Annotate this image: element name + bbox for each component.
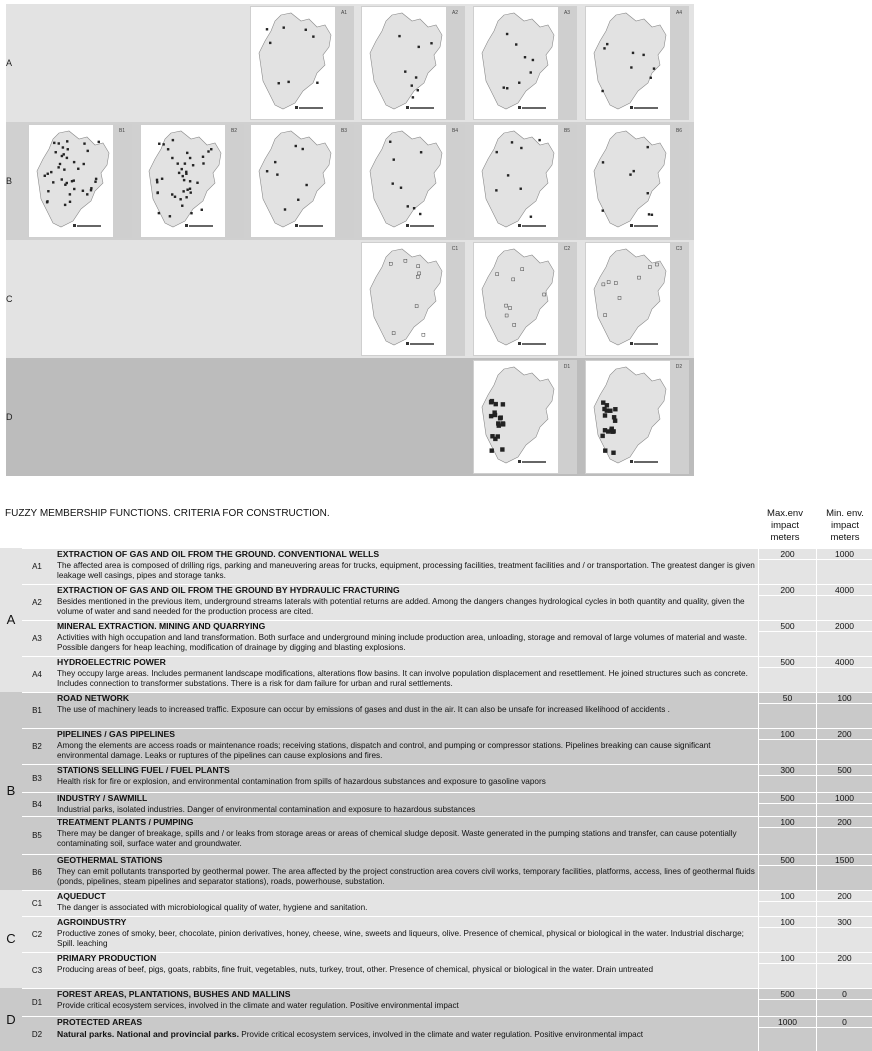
- row-description: [57, 817, 757, 850]
- row-title: GEOTHERMAL STATIONS: [57, 855, 163, 865]
- min-impact-cell: [816, 989, 872, 1016]
- max-impact-cell: [758, 953, 816, 988]
- row-description: [57, 765, 757, 787]
- tile-label-strip: [113, 125, 131, 237]
- table-row: [22, 854, 872, 890]
- group-letter: B: [6, 783, 16, 798]
- max-impact-value: 200: [759, 549, 816, 560]
- max-impact-cell: [758, 891, 816, 916]
- row-description: [57, 549, 757, 582]
- row-description: [57, 585, 757, 618]
- tile-label-strip: [446, 243, 464, 355]
- map-tile: [361, 242, 465, 356]
- max-impact-value: 500: [759, 621, 816, 632]
- table-row: [22, 890, 872, 916]
- max-impact-value: 500: [759, 657, 816, 668]
- max-impact-cell: [758, 817, 816, 854]
- row-code: A4: [32, 670, 42, 679]
- min-impact-value: 200: [817, 817, 872, 828]
- map-tile: [585, 242, 689, 356]
- tile-label-strip: [335, 125, 353, 237]
- min-impact-value: 200: [817, 953, 872, 964]
- max-impact-cell: [758, 729, 816, 764]
- tile-code-label: C1: [451, 246, 459, 252]
- table-row: [22, 1016, 872, 1051]
- province-map-icon: [141, 125, 227, 239]
- group-letter: D: [6, 1011, 16, 1027]
- min-impact-cell: [816, 693, 872, 728]
- map-tile: [585, 124, 689, 238]
- row-title: FOREST AREAS, PLANTATIONS, BUSHES AND MALLINS: [57, 989, 291, 999]
- row-title: AGROINDUSTRY: [57, 917, 127, 927]
- tile-code-label: B6: [675, 128, 683, 134]
- max-impact-value: 50: [759, 693, 816, 704]
- province-map-icon: [251, 125, 337, 239]
- tile-code-label: A1: [340, 10, 348, 16]
- min-impact-value: 100: [817, 693, 872, 704]
- province-map-icon: [474, 7, 560, 121]
- tile-code-label: A3: [563, 10, 571, 16]
- row-description: [57, 1017, 757, 1040]
- min-impact-value: 1500: [817, 855, 872, 866]
- tile-label-strip: [558, 125, 576, 237]
- map-tile: [140, 124, 244, 238]
- tile-label-strip: [670, 7, 688, 119]
- min-impact-cell: [816, 817, 872, 854]
- min-impact-value: 4000: [817, 585, 872, 596]
- row-text: They can emit pollutants transported by geothermal power. The area affected by the project construction area covers civil works, temporary facilities, platforms, access, lines of geothermal fluids (ponds, pipelines, steam pipelines and separator stations), roads, powerhouse, substation.: [57, 866, 755, 886]
- row-code: D1: [31, 998, 43, 1007]
- row-description: [57, 855, 757, 888]
- min-impact-cell: [816, 917, 872, 952]
- table-row: [22, 792, 872, 816]
- map-tile: [250, 124, 354, 238]
- row-title: STATIONS SELLING FUEL / FUEL PLANTS: [57, 765, 230, 775]
- row-text: Besides mentioned in the previous item, underground streams laterals with potential returns are added. Among the dangers changes hydrological cycles in both quantity and quality, given the volume of water and sand needed for the production process are cited.: [57, 596, 745, 616]
- row-code: A3: [32, 634, 42, 643]
- province-map-icon: [362, 7, 448, 121]
- column-header-max-impact: Max.env impact meters: [767, 508, 803, 543]
- table-title: FUZZY MEMBERSHIP FUNCTIONS. CRITERIA FOR CONSTRUCTION.: [5, 508, 330, 519]
- map-tile: [28, 124, 132, 238]
- max-impact-value: 500: [759, 793, 816, 804]
- row-description: [57, 953, 757, 975]
- province-map-icon: [474, 243, 560, 357]
- table-row: [22, 548, 872, 584]
- max-impact-cell: [758, 917, 816, 952]
- max-impact-cell: [758, 549, 816, 584]
- row-code: A1: [32, 562, 42, 571]
- max-impact-value: 300: [759, 765, 816, 776]
- tile-code-label: C3: [675, 246, 683, 252]
- row-code: C2: [31, 930, 43, 939]
- matrix-row-letter: A: [6, 58, 13, 68]
- max-impact-value: 500: [759, 989, 816, 1000]
- min-impact-value: 1000: [817, 793, 872, 804]
- row-text: Provide critical ecosystem services, involved in the climate and water regulation. Positive environmental impact: [57, 1000, 459, 1010]
- province-map-icon: [474, 361, 560, 475]
- table-row: [22, 952, 872, 988]
- tile-code-label: C2: [563, 246, 571, 252]
- max-impact-value: 100: [759, 953, 816, 964]
- row-title: ROAD NETWORK: [57, 693, 130, 703]
- map-tile: [585, 6, 689, 120]
- table-row: [22, 916, 872, 952]
- row-text: Industrial parks, isolated industries. Danger of environmental contamination and exposure to hazardous substances: [57, 804, 476, 814]
- province-map-icon: [474, 125, 560, 239]
- max-impact-cell: [758, 855, 816, 890]
- min-impact-value: 0: [817, 1017, 872, 1028]
- tile-label-strip: [558, 361, 576, 473]
- max-impact-cell: [758, 657, 816, 692]
- map-tile: [473, 124, 577, 238]
- min-impact-value: 300: [817, 917, 872, 928]
- column-header-min-impact: Min. env. impact meters: [826, 508, 864, 543]
- row-title: PRIMARY PRODUCTION: [57, 953, 157, 963]
- row-title: AQUEDUCT: [57, 891, 106, 901]
- map-tile: [473, 6, 577, 120]
- max-impact-value: 100: [759, 817, 816, 828]
- row-title: EXTRACTION OF GAS AND OIL FROM THE GROUND. CONVENTIONAL WELLS: [57, 549, 380, 559]
- row-title: INDUSTRY / SAWMILL: [57, 793, 148, 803]
- table-row: [22, 764, 872, 792]
- table-row: [22, 728, 872, 764]
- min-impact-value: 2000: [817, 621, 872, 632]
- province-map-icon: [362, 125, 448, 239]
- tile-label-strip: [670, 243, 688, 355]
- min-impact-cell: [816, 765, 872, 792]
- min-impact-cell: [816, 657, 872, 692]
- row-code: B6: [32, 868, 42, 877]
- province-map-icon: [586, 7, 672, 121]
- tile-label-strip: [558, 243, 576, 355]
- min-impact-cell: [816, 585, 872, 620]
- group-letter: C: [6, 931, 16, 946]
- max-impact-value: 100: [759, 891, 816, 902]
- row-code: B1: [32, 706, 42, 715]
- row-text: Health risk for fire or explosion, and environmental contamination from spills of hazardous substances and exposure to gasoline vapors: [57, 776, 546, 786]
- row-text: Activities with high occupation and land transformation. Both surface and underground mining include production area, unloading, storage and removal of large volumes of material and waste. Possible dangers for heap leaching, modification of drainage by digging and blasting explosions.: [57, 632, 747, 652]
- tile-code-label: A2: [451, 10, 459, 16]
- tile-label-strip: [558, 7, 576, 119]
- tile-code-label: B4: [451, 128, 459, 134]
- row-description: [57, 891, 757, 913]
- row-description: [57, 657, 757, 690]
- matrix-row-letter: B: [6, 176, 13, 186]
- row-code: B4: [32, 800, 42, 809]
- province-map-icon: [362, 243, 448, 357]
- tile-code-label: A4: [675, 10, 683, 16]
- min-impact-value: 1000: [817, 549, 872, 560]
- map-tile: [361, 6, 465, 120]
- min-impact-cell: [816, 953, 872, 988]
- map-tile: [250, 6, 354, 120]
- max-impact-cell: [758, 793, 816, 816]
- min-impact-value: 0: [817, 989, 872, 1000]
- max-impact-cell: [758, 1017, 816, 1051]
- min-impact-cell: [816, 855, 872, 890]
- min-impact-value: 200: [817, 729, 872, 740]
- min-impact-cell: [816, 1017, 872, 1051]
- row-text: Producing areas of beef, pigs, goats, rabbits, fine fruit, vegetables, nuts, turkey, trout, other. Presence of chemical, physical or biological in the water. Drain untreated: [57, 964, 654, 974]
- map-tile: [585, 360, 689, 474]
- province-map-icon: [586, 125, 672, 239]
- table-row: [22, 584, 872, 620]
- tile-label-strip: [446, 7, 464, 119]
- min-impact-cell: [816, 621, 872, 656]
- map-tile: [361, 124, 465, 238]
- table-row: [22, 656, 872, 692]
- matrix-row-letter: D: [6, 412, 13, 422]
- max-impact-cell: [758, 765, 816, 792]
- min-impact-cell: [816, 891, 872, 916]
- max-impact-value: 100: [759, 917, 816, 928]
- row-description: [57, 621, 757, 654]
- row-text: The use of machinery leads to increased traffic. Exposure can occur by emissions of gases and dust in the air. It can also be unsafe for increased likelihood of accidents .: [57, 704, 670, 714]
- min-impact-cell: [816, 549, 872, 584]
- row-title: MINERAL EXTRACTION. MINING AND QUARRYING: [57, 621, 266, 631]
- row-text: Productive zones of smoky, beer, chocolate, pinion derivatives, honey, cheese, wine, sweets and liqueurs, olive. Presence of chemical, physical or biological in the water. Industrial discharge; Spill. leaching: [57, 928, 744, 948]
- row-text: The danger is associated with microbiological quality of water, hygiene and sanitation.: [57, 902, 368, 912]
- tile-code-label: B2: [230, 128, 238, 134]
- max-impact-cell: [758, 585, 816, 620]
- tile-label-strip: [670, 125, 688, 237]
- map-tile: [473, 242, 577, 356]
- row-title: TREATMENT PLANTS / PUMPING: [57, 817, 194, 827]
- row-title: HYDROELECTRIC POWER: [57, 657, 166, 667]
- row-title: PROTECTED AREAS: [57, 1017, 143, 1027]
- tile-code-label: D2: [675, 364, 683, 370]
- province-map-icon: [29, 125, 115, 239]
- row-text: They occupy large areas. Includes permanent landscape modifications, alterations flow basins. It can involve population displacement and resettlement. He joined structures such as concrete. Includes connection to transformer substations. There is a risk for dam failure for urban and rural settlements.: [57, 668, 748, 688]
- min-impact-value: 500: [817, 765, 872, 776]
- row-description: [57, 693, 757, 715]
- table-row: [22, 988, 872, 1016]
- min-impact-value: 200: [817, 891, 872, 902]
- row-text: The affected area is composed of drilling rigs, parking and maneuvering areas for trucks, equipment, processing facilities, treatment facilities and / or transportation. The greatest danger is given leakage well casings, pipes and storage tanks.: [57, 560, 755, 580]
- row-text: Provide critical ecosystem services, involved in the climate and water regulation. Positive environmental impact: [238, 1029, 644, 1039]
- table-row: [22, 692, 872, 728]
- row-text: Among the elements are access roads or maintenance roads; receiving stations, dispatch and control, and pumping or compressor stations. Pipelines breaking can cause significant environmental damage. Leaks or ruptures of the pipelines can cause explosions and fires.: [57, 740, 711, 760]
- row-title: EXTRACTION OF GAS AND OIL FROM THE GROUND BY HYDRAULIC FRACTURING: [57, 585, 400, 595]
- tile-label-strip: [446, 125, 464, 237]
- row-title: PIPELINES / GAS PIPELINES: [57, 729, 175, 739]
- max-impact-cell: [758, 621, 816, 656]
- max-impact-value: 100: [759, 729, 816, 740]
- table-row: [22, 620, 872, 656]
- row-code: D2: [31, 1029, 43, 1039]
- row-code: B3: [32, 774, 42, 783]
- row-code: A2: [32, 598, 42, 607]
- tile-code-label: B1: [118, 128, 126, 134]
- max-impact-value: 1000: [759, 1017, 816, 1028]
- table-row: [22, 816, 872, 854]
- row-code: B5: [32, 831, 42, 840]
- row-lead: Natural parks. National and provincial parks.: [57, 1028, 239, 1039]
- row-description: [57, 917, 757, 950]
- min-impact-cell: [816, 793, 872, 816]
- group-letter: A: [6, 612, 16, 627]
- row-description: [57, 989, 757, 1011]
- row-description: [57, 793, 757, 815]
- row-code: C1: [31, 899, 43, 908]
- max-impact-cell: [758, 693, 816, 728]
- map-tile: [473, 360, 577, 474]
- province-map-icon: [251, 7, 337, 121]
- row-code: C3: [31, 966, 43, 975]
- row-code: B2: [32, 742, 42, 751]
- tile-label-strip: [670, 361, 688, 473]
- min-impact-value: 4000: [817, 657, 872, 668]
- tile-code-label: B3: [340, 128, 348, 134]
- province-map-icon: [586, 361, 672, 475]
- tile-label-strip: [225, 125, 243, 237]
- min-impact-cell: [816, 729, 872, 764]
- tile-code-label: D1: [563, 364, 571, 370]
- max-impact-cell: [758, 989, 816, 1016]
- matrix-row-letter: C: [6, 294, 13, 304]
- tile-code-label: B5: [563, 128, 571, 134]
- row-text: There may be danger of breakage, spills and / or leaks from storage areas or areas of chemical sludge deposit. Waste generated in the pumping stations and transfer, can cause potentially contaminating soil, surface water and groundwater.: [57, 828, 737, 848]
- tile-label-strip: [335, 7, 353, 119]
- row-description: [57, 729, 757, 762]
- province-map-icon: [586, 243, 672, 357]
- max-impact-value: 200: [759, 585, 816, 596]
- max-impact-value: 500: [759, 855, 816, 866]
